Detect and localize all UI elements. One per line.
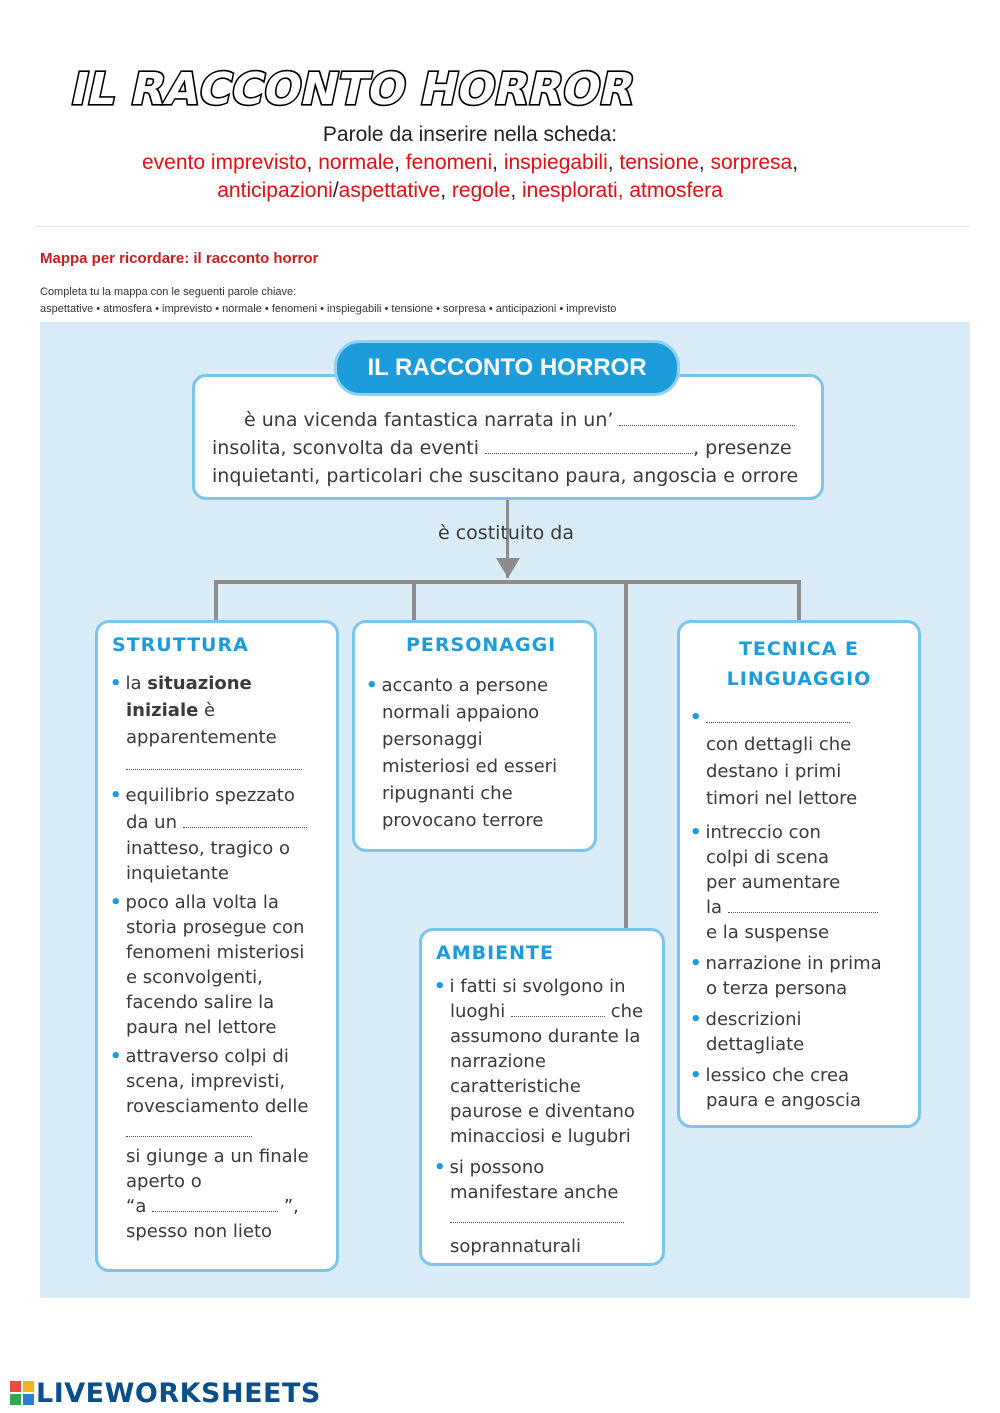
title-text: IL RACCONTO HORROR bbox=[66, 64, 640, 115]
struttura-title: STRUTTURA bbox=[112, 634, 249, 656]
link-label: è costituito da bbox=[438, 522, 575, 544]
blank-inesplorati[interactable] bbox=[511, 1002, 605, 1017]
map-title-pill: IL RACCONTO HORROR bbox=[334, 340, 680, 396]
tecnica-title: TECNICA E LINGUAGGIO bbox=[726, 638, 872, 690]
tecnica-content: • con dettagli che destano i primi timori nel lettore • intreccio con colpi di scena per aumentare la e la suspense • narrazione in prima o terza persona • descrizioni dettagliate • lessico che crea paura e angoscia bbox=[690, 707, 882, 1111]
blank-fenomeni[interactable] bbox=[450, 1208, 624, 1223]
map-instruction: Completa tu la mappa con le seguenti parole chiave: aspettative • atmosfera • imprevisto • normale • fenomeni • inspiegabili • tensione • sorpresa • anticipazioni • imprevisto bbox=[40, 284, 616, 318]
word-list-line-1: evento imprevisto, normale, fenomeni, inspiegabili, tensione, sorpresa, bbox=[141, 151, 799, 174]
blank-tensione[interactable] bbox=[728, 898, 878, 913]
logo-icon bbox=[10, 1381, 34, 1405]
definition-text: è una vicenda fantastica narrata in un’ insolita, sconvolta da eventi , presenze inquietanti, particolari che suscitano paura, angoscia e orrore bbox=[212, 409, 799, 487]
struttura-content: • la situazione iniziale è apparentemente • equilibrio spezzato da un inatteso, tragico o inquietante • poco alla volta la storia prosegue con fenomeni misteriosi e sconvolgenti, facendo salire la paura nel lettore • attraverso colpi di scena, imprevisti, rovesciamento delle si giunge a un finale aperto o “a ”, spesso non lieto bbox=[110, 673, 309, 1242]
blank-eventi[interactable] bbox=[485, 439, 693, 454]
blank-normale[interactable] bbox=[126, 755, 302, 770]
map-heading: Mappa per ricordare: il racconto horror bbox=[40, 250, 319, 267]
personaggi-content: • accanto a persone normali appaiono personaggi misteriosi ed esseri ripugnanti che provocano terrore bbox=[366, 675, 558, 831]
concept-map bbox=[40, 322, 970, 1298]
blank-sorpresa[interactable] bbox=[152, 1197, 278, 1212]
ambiente-content: • i fatti si svolgono in luoghi che assumono durante la narrazione caratteristiche paurose e diventano minacciosi e lugubri • si possono manifestare anche soprannaturali bbox=[434, 976, 644, 1257]
keyword-list: aspettative • atmosfera • imprevisto • normale • fenomeni • inspiegabili • tensione • sorpresa • anticipazioni • imprevisto bbox=[40, 303, 617, 315]
ambiente-title: AMBIENTE bbox=[436, 942, 554, 964]
blank-imprevisto[interactable] bbox=[183, 813, 307, 828]
blank-atmosfera[interactable] bbox=[619, 411, 795, 426]
blank-anticipazioni[interactable] bbox=[706, 708, 850, 723]
divider bbox=[35, 226, 970, 227]
arrow-down-icon bbox=[496, 558, 520, 580]
intro-text: Parole da inserire nella scheda: bbox=[322, 123, 618, 146]
liveworksheets-logo: LIVEWORKSHEETS bbox=[10, 1378, 321, 1409]
word-list-line-2: anticipazioni/aspettative, regole, inesplorati, atmosfera bbox=[217, 179, 723, 202]
connector-horizontal bbox=[214, 580, 801, 584]
blank-aspettative[interactable] bbox=[126, 1122, 252, 1137]
personaggi-title: PERSONAGGI bbox=[406, 634, 557, 656]
